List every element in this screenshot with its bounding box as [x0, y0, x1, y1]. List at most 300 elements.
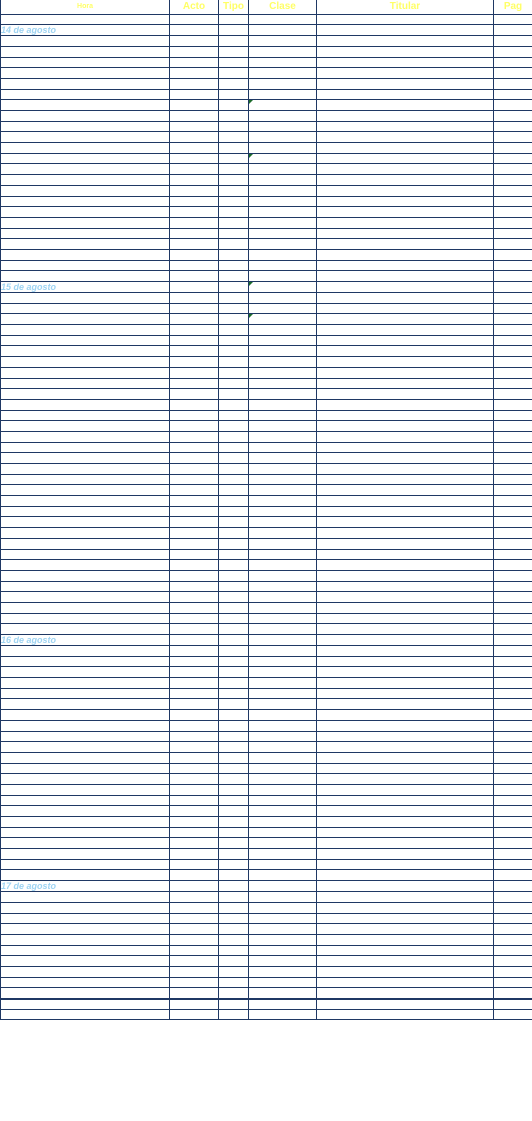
table-cell[interactable]	[494, 207, 532, 218]
table-cell[interactable]	[317, 956, 494, 967]
table-cell[interactable]	[494, 36, 532, 47]
table-cell[interactable]	[170, 271, 219, 282]
table-cell[interactable]	[494, 913, 532, 924]
table-cell[interactable]	[219, 314, 249, 325]
table-cell[interactable]	[317, 357, 494, 368]
table-cell[interactable]	[249, 260, 317, 271]
table-cell[interactable]	[249, 293, 317, 304]
table-cell[interactable]	[494, 303, 532, 314]
table-cell[interactable]	[219, 282, 249, 293]
table-cell[interactable]	[170, 100, 219, 111]
table-cell[interactable]	[1, 399, 170, 410]
table-cell[interactable]	[170, 570, 219, 581]
table-cell[interactable]	[494, 656, 532, 667]
table-cell[interactable]	[170, 752, 219, 763]
table-cell[interactable]	[170, 196, 219, 207]
table-cell[interactable]	[249, 464, 317, 475]
table-cell[interactable]	[494, 646, 532, 657]
table-cell[interactable]	[317, 249, 494, 260]
table-cell[interactable]	[219, 389, 249, 400]
table-cell[interactable]	[219, 410, 249, 421]
table-cell[interactable]	[219, 667, 249, 678]
table-cell[interactable]	[494, 100, 532, 111]
table-cell[interactable]	[170, 68, 219, 79]
table-cell[interactable]	[249, 570, 317, 581]
table-cell[interactable]	[317, 346, 494, 357]
table-cell[interactable]	[219, 378, 249, 389]
table-cell[interactable]	[1, 431, 170, 442]
table-cell[interactable]	[249, 528, 317, 539]
table-cell[interactable]	[494, 934, 532, 945]
table-cell[interactable]	[170, 795, 219, 806]
table-cell[interactable]	[1, 763, 170, 774]
table-cell[interactable]	[170, 656, 219, 667]
table-cell[interactable]	[249, 849, 317, 860]
table-cell[interactable]	[219, 175, 249, 186]
table-cell[interactable]	[317, 453, 494, 464]
table-cell[interactable]	[249, 763, 317, 774]
table-cell[interactable]	[170, 817, 219, 828]
table-cell[interactable]	[1, 678, 170, 689]
table-cell[interactable]	[317, 474, 494, 485]
table-cell[interactable]	[219, 678, 249, 689]
table-cell[interactable]	[219, 78, 249, 89]
table-cell[interactable]	[219, 892, 249, 903]
table-cell[interactable]	[249, 196, 317, 207]
table-cell[interactable]	[219, 827, 249, 838]
table-cell[interactable]	[170, 57, 219, 68]
table-cell[interactable]	[1, 560, 170, 571]
table-cell[interactable]	[249, 325, 317, 336]
table-cell[interactable]	[249, 731, 317, 742]
table-cell[interactable]	[249, 421, 317, 432]
table-cell[interactable]	[1, 68, 170, 79]
table-cell[interactable]	[1, 988, 170, 999]
table-cell[interactable]	[219, 442, 249, 453]
table-cell[interactable]	[219, 881, 249, 892]
table-cell[interactable]	[494, 870, 532, 881]
table-cell[interactable]	[219, 325, 249, 336]
table-cell[interactable]	[317, 731, 494, 742]
table-cell[interactable]	[249, 14, 317, 25]
table-cell[interactable]	[1, 410, 170, 421]
table-cell[interactable]	[494, 731, 532, 742]
table-cell[interactable]	[317, 774, 494, 785]
table-cell[interactable]	[249, 357, 317, 368]
table-cell[interactable]	[170, 977, 219, 988]
table-cell[interactable]	[494, 966, 532, 977]
table-cell[interactable]	[219, 485, 249, 496]
table-cell[interactable]	[170, 902, 219, 913]
table-cell[interactable]	[494, 784, 532, 795]
table-cell[interactable]	[1, 742, 170, 753]
table-cell[interactable]	[317, 646, 494, 657]
table-cell[interactable]	[249, 111, 317, 122]
table-cell[interactable]	[317, 924, 494, 935]
table-cell[interactable]	[249, 249, 317, 260]
table-cell[interactable]	[1, 474, 170, 485]
table-cell[interactable]	[219, 121, 249, 132]
table-cell[interactable]	[317, 913, 494, 924]
table-cell[interactable]	[1, 784, 170, 795]
table-cell[interactable]	[317, 185, 494, 196]
table-cell[interactable]	[317, 656, 494, 667]
table-cell[interactable]	[317, 763, 494, 774]
table-cell[interactable]	[494, 945, 532, 956]
date-label[interactable]: 17 de agosto	[1, 881, 170, 892]
table-cell[interactable]	[1, 314, 170, 325]
table-cell[interactable]	[219, 699, 249, 710]
table-cell[interactable]	[317, 410, 494, 421]
table-cell[interactable]	[249, 956, 317, 967]
table-cell[interactable]	[494, 827, 532, 838]
table-cell[interactable]	[1, 774, 170, 785]
table-cell[interactable]	[494, 956, 532, 967]
table-cell[interactable]	[317, 742, 494, 753]
table-cell[interactable]	[170, 806, 219, 817]
table-cell[interactable]	[219, 496, 249, 507]
table-cell[interactable]	[170, 870, 219, 881]
table-cell[interactable]	[1, 699, 170, 710]
table-cell[interactable]	[170, 710, 219, 721]
table-cell[interactable]	[219, 688, 249, 699]
comment-marker-cell[interactable]	[249, 282, 317, 293]
table-cell[interactable]	[219, 367, 249, 378]
table-cell[interactable]	[170, 410, 219, 421]
table-cell[interactable]	[219, 859, 249, 870]
table-cell[interactable]	[170, 78, 219, 89]
comment-marker-cell[interactable]	[249, 153, 317, 164]
table-cell[interactable]	[1, 966, 170, 977]
table-cell[interactable]	[219, 100, 249, 111]
table-cell[interactable]	[170, 249, 219, 260]
table-cell[interactable]	[1, 271, 170, 282]
header-pag[interactable]: Pag	[494, 0, 532, 14]
table-cell[interactable]	[494, 849, 532, 860]
table-cell[interactable]	[170, 742, 219, 753]
table-cell[interactable]	[1, 528, 170, 539]
table-cell[interactable]	[1, 78, 170, 89]
table-cell[interactable]	[170, 346, 219, 357]
table-cell[interactable]	[1, 934, 170, 945]
table-cell[interactable]	[1, 14, 170, 25]
table-cell[interactable]	[249, 592, 317, 603]
table-cell[interactable]	[249, 335, 317, 346]
table-cell[interactable]	[219, 902, 249, 913]
table-cell[interactable]	[317, 57, 494, 68]
table-cell[interactable]	[170, 46, 219, 57]
table-cell[interactable]	[219, 624, 249, 635]
table-cell[interactable]	[249, 25, 317, 36]
table-cell[interactable]	[494, 560, 532, 571]
table-cell[interactable]	[249, 474, 317, 485]
table-cell[interactable]	[170, 282, 219, 293]
table-cell[interactable]	[1, 827, 170, 838]
table-cell[interactable]	[1, 570, 170, 581]
table-cell[interactable]	[249, 185, 317, 196]
table-cell[interactable]	[219, 581, 249, 592]
table-cell[interactable]	[494, 624, 532, 635]
table-cell[interactable]	[170, 293, 219, 304]
table-cell[interactable]	[1, 143, 170, 154]
table-cell[interactable]	[219, 207, 249, 218]
table-cell[interactable]	[317, 999, 494, 1010]
table-cell[interactable]	[249, 228, 317, 239]
table-cell[interactable]	[249, 784, 317, 795]
table-cell[interactable]	[1, 164, 170, 175]
table-cell[interactable]	[1, 132, 170, 143]
table-cell[interactable]	[219, 14, 249, 25]
table-cell[interactable]	[494, 977, 532, 988]
table-cell[interactable]	[494, 89, 532, 100]
table-cell[interactable]	[219, 249, 249, 260]
table-cell[interactable]	[494, 153, 532, 164]
table-cell[interactable]	[494, 795, 532, 806]
table-cell[interactable]	[1, 485, 170, 496]
table-cell[interactable]	[219, 506, 249, 517]
table-cell[interactable]	[494, 325, 532, 336]
table-cell[interactable]	[1, 945, 170, 956]
table-cell[interactable]	[317, 36, 494, 47]
table-cell[interactable]	[317, 1009, 494, 1020]
table-cell[interactable]	[170, 207, 219, 218]
table-cell[interactable]	[494, 25, 532, 36]
table-cell[interactable]	[249, 602, 317, 613]
table-cell[interactable]	[219, 57, 249, 68]
table-cell[interactable]	[219, 988, 249, 999]
table-cell[interactable]	[219, 817, 249, 828]
table-cell[interactable]	[494, 46, 532, 57]
table-cell[interactable]	[1, 977, 170, 988]
table-cell[interactable]	[1, 592, 170, 603]
table-cell[interactable]	[219, 646, 249, 657]
table-cell[interactable]	[170, 431, 219, 442]
date-label[interactable]: 16 de agosto	[1, 635, 170, 646]
table-cell[interactable]	[249, 1009, 317, 1020]
table-cell[interactable]	[170, 956, 219, 967]
table-cell[interactable]	[317, 934, 494, 945]
table-cell[interactable]	[317, 560, 494, 571]
table-cell[interactable]	[317, 795, 494, 806]
table-cell[interactable]	[494, 164, 532, 175]
table-cell[interactable]	[1, 100, 170, 111]
table-cell[interactable]	[494, 742, 532, 753]
table-cell[interactable]	[170, 399, 219, 410]
table-cell[interactable]	[219, 528, 249, 539]
table-cell[interactable]	[249, 89, 317, 100]
table-cell[interactable]	[317, 217, 494, 228]
table-cell[interactable]	[249, 924, 317, 935]
table-cell[interactable]	[170, 357, 219, 368]
table-cell[interactable]	[170, 859, 219, 870]
table-cell[interactable]	[317, 517, 494, 528]
table-cell[interactable]	[170, 164, 219, 175]
table-cell[interactable]	[494, 817, 532, 828]
table-cell[interactable]	[170, 602, 219, 613]
table-cell[interactable]	[317, 859, 494, 870]
table-cell[interactable]	[249, 859, 317, 870]
table-cell[interactable]	[249, 271, 317, 282]
table-cell[interactable]	[1, 849, 170, 860]
table-cell[interactable]	[219, 164, 249, 175]
table-cell[interactable]	[249, 496, 317, 507]
table-cell[interactable]	[494, 859, 532, 870]
table-cell[interactable]	[494, 271, 532, 282]
table-cell[interactable]	[219, 560, 249, 571]
table-cell[interactable]	[1, 752, 170, 763]
table-cell[interactable]	[494, 506, 532, 517]
table-cell[interactable]	[170, 581, 219, 592]
table-cell[interactable]	[1, 303, 170, 314]
table-cell[interactable]	[1, 346, 170, 357]
table-cell[interactable]	[219, 849, 249, 860]
table-cell[interactable]	[1, 613, 170, 624]
table-cell[interactable]	[494, 346, 532, 357]
table-cell[interactable]	[317, 870, 494, 881]
table-cell[interactable]	[317, 678, 494, 689]
table-cell[interactable]	[249, 78, 317, 89]
table-cell[interactable]	[170, 913, 219, 924]
table-cell[interactable]	[170, 688, 219, 699]
table-cell[interactable]	[249, 431, 317, 442]
table-cell[interactable]	[219, 602, 249, 613]
table-cell[interactable]	[494, 485, 532, 496]
table-cell[interactable]	[249, 838, 317, 849]
table-cell[interactable]	[494, 549, 532, 560]
table-cell[interactable]	[317, 421, 494, 432]
table-cell[interactable]	[494, 1009, 532, 1020]
table-cell[interactable]	[317, 164, 494, 175]
table-cell[interactable]	[249, 945, 317, 956]
table-cell[interactable]	[249, 560, 317, 571]
table-cell[interactable]	[1, 196, 170, 207]
table-cell[interactable]	[494, 710, 532, 721]
table-cell[interactable]	[1, 688, 170, 699]
table-cell[interactable]	[170, 121, 219, 132]
table-cell[interactable]	[1, 731, 170, 742]
table-cell[interactable]	[317, 827, 494, 838]
table-cell[interactable]	[249, 68, 317, 79]
table-cell[interactable]	[170, 175, 219, 186]
table-cell[interactable]	[219, 303, 249, 314]
table-cell[interactable]	[494, 111, 532, 122]
table-cell[interactable]	[249, 46, 317, 57]
table-cell[interactable]	[170, 763, 219, 774]
table-cell[interactable]	[317, 196, 494, 207]
table-cell[interactable]	[219, 934, 249, 945]
table-cell[interactable]	[249, 806, 317, 817]
table-cell[interactable]	[1, 624, 170, 635]
table-cell[interactable]	[1, 421, 170, 432]
table-cell[interactable]	[249, 410, 317, 421]
table-cell[interactable]	[219, 613, 249, 624]
table-cell[interactable]	[317, 602, 494, 613]
table-cell[interactable]	[170, 303, 219, 314]
table-cell[interactable]	[317, 688, 494, 699]
table-cell[interactable]	[219, 185, 249, 196]
table-cell[interactable]	[170, 239, 219, 250]
table-cell[interactable]	[1, 913, 170, 924]
table-cell[interactable]	[494, 228, 532, 239]
header-clase[interactable]: Clase	[249, 0, 317, 14]
table-cell[interactable]	[494, 581, 532, 592]
table-cell[interactable]	[494, 132, 532, 143]
table-cell[interactable]	[1, 999, 170, 1010]
table-cell[interactable]	[249, 346, 317, 357]
table-cell[interactable]	[317, 496, 494, 507]
table-cell[interactable]	[1, 581, 170, 592]
table-cell[interactable]	[170, 143, 219, 154]
table-cell[interactable]	[170, 892, 219, 903]
table-cell[interactable]	[219, 431, 249, 442]
table-cell[interactable]	[249, 902, 317, 913]
table-cell[interactable]	[219, 635, 249, 646]
table-cell[interactable]	[317, 806, 494, 817]
table-cell[interactable]	[494, 538, 532, 549]
table-cell[interactable]	[317, 431, 494, 442]
table-cell[interactable]	[494, 217, 532, 228]
table-cell[interactable]	[494, 389, 532, 400]
table-cell[interactable]	[249, 795, 317, 806]
table-cell[interactable]	[494, 121, 532, 132]
table-cell[interactable]	[249, 720, 317, 731]
table-cell[interactable]	[170, 36, 219, 47]
table-cell[interactable]	[249, 913, 317, 924]
table-cell[interactable]	[249, 581, 317, 592]
table-cell[interactable]	[1, 646, 170, 657]
table-cell[interactable]	[317, 892, 494, 903]
table-cell[interactable]	[170, 367, 219, 378]
table-cell[interactable]	[170, 945, 219, 956]
table-cell[interactable]	[494, 806, 532, 817]
table-cell[interactable]	[219, 924, 249, 935]
table-cell[interactable]	[317, 25, 494, 36]
table-cell[interactable]	[1, 464, 170, 475]
table-cell[interactable]	[494, 881, 532, 892]
table-cell[interactable]	[170, 592, 219, 603]
table-cell[interactable]	[1, 795, 170, 806]
table-cell[interactable]	[494, 399, 532, 410]
table-cell[interactable]	[170, 613, 219, 624]
table-cell[interactable]	[494, 774, 532, 785]
table-cell[interactable]	[249, 36, 317, 47]
table-cell[interactable]	[219, 153, 249, 164]
table-cell[interactable]	[219, 36, 249, 47]
table-cell[interactable]	[494, 175, 532, 186]
table-cell[interactable]	[219, 913, 249, 924]
table-cell[interactable]	[219, 870, 249, 881]
table-cell[interactable]	[249, 624, 317, 635]
table-cell[interactable]	[317, 667, 494, 678]
table-cell[interactable]	[219, 132, 249, 143]
table-cell[interactable]	[249, 453, 317, 464]
table-cell[interactable]	[317, 239, 494, 250]
table-cell[interactable]	[317, 549, 494, 560]
table-cell[interactable]	[317, 367, 494, 378]
table-cell[interactable]	[317, 838, 494, 849]
table-cell[interactable]	[1, 656, 170, 667]
table-cell[interactable]	[494, 464, 532, 475]
table-cell[interactable]	[219, 453, 249, 464]
table-cell[interactable]	[219, 549, 249, 560]
table-cell[interactable]	[494, 378, 532, 389]
table-cell[interactable]	[494, 720, 532, 731]
table-cell[interactable]	[219, 335, 249, 346]
table-cell[interactable]	[494, 421, 532, 432]
table-cell[interactable]	[317, 389, 494, 400]
table-cell[interactable]	[317, 945, 494, 956]
table-cell[interactable]	[249, 827, 317, 838]
